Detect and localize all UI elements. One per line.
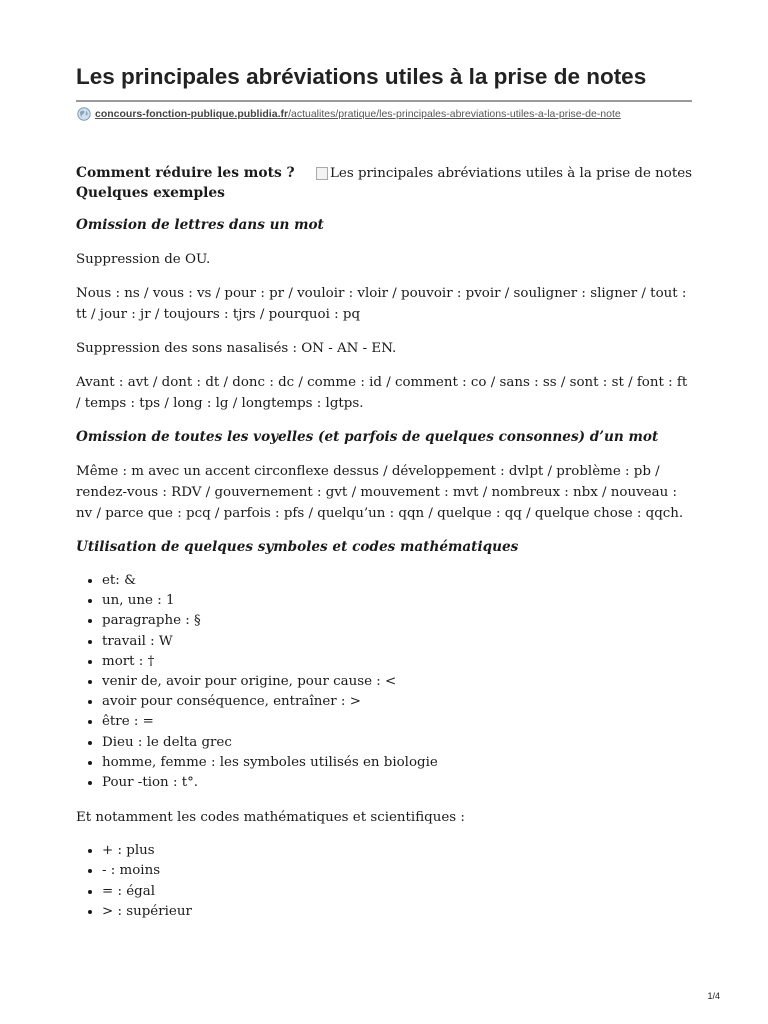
source-link[interactable]: concours-fonction-publique.publidia.fr/actualites/pratique/les-principales-abreviations-utiles-a-la-prise-de-note <box>95 108 621 120</box>
list-item: • mort : † <box>102 652 692 672</box>
page-number: 1/4 <box>707 991 720 1001</box>
intro-row <box>76 163 692 203</box>
list-item: • Pour -tion : t°. <box>102 773 692 793</box>
list-item: • travail : W <box>102 632 692 652</box>
list-item: • + : plus <box>102 841 692 861</box>
section-heading-omission-voyelles: Omission de toutes les voyelles (et parfois de quelques consonnes) d’un mot <box>76 429 659 445</box>
paragraph-suppression-ou: Suppression de OU. <box>76 252 211 267</box>
list-item: • avoir pour conséquence, entraîner : > <box>102 692 692 712</box>
title-divider <box>76 100 692 102</box>
section-heading-symboles: Utilisation de quelques symboles et codes mathématiques <box>76 539 519 555</box>
list-item: • > : supérieur <box>102 902 692 922</box>
list-item: • = : égal <box>102 882 692 902</box>
list-item: • et: & <box>102 571 692 591</box>
list-item: • paragraphe : § <box>102 611 692 631</box>
paragraph-suppression-nasales: Suppression des sons nasalisés : ON - AN - EN. <box>76 341 397 356</box>
list-item: • homme, femme : les symboles utilisés en biologie <box>102 753 692 773</box>
paragraph-codes-intro: Et notamment les codes mathématiques et scientifiques : <box>76 810 465 826</box>
codes-list <box>76 841 692 922</box>
article-body <box>76 163 692 936</box>
image-alt-text: Les principales abréviations utiles à la prise de notes <box>330 166 692 181</box>
article-image <box>316 163 692 203</box>
symbols-list <box>76 571 692 793</box>
globe-icon <box>77 107 91 121</box>
section-heading-omission-lettres: Omission de lettres dans un mot <box>76 217 324 233</box>
list-item: • être : = <box>102 712 692 732</box>
paragraph-examples-voyelles: Même : m avec un accent circonflexe dessus / développement : dvlpt / problème : pb / rendez-vous : RDV / gouvernement : gvt / mouvement : mvt / nombreux : nbx / nouveau : nv / parce que : pcq / parfois : pfs / quelqu’un : qqn / quelque : qq / quelque chose : qqch. <box>76 464 684 521</box>
intro-heading: Comment réduire les mots ? Quelques exemples <box>76 165 295 201</box>
paragraph-examples-nasales: Avant : avt / dont : dt / donc : dc / comme : id / comment : co / sans : ss / sont : st / font : ft / temps : tps / long : lg / longtemps : lgtps. <box>76 375 688 411</box>
broken-image-icon <box>316 167 328 180</box>
source-url[interactable] <box>77 107 621 121</box>
list-item: • Dieu : le delta grec <box>102 733 692 753</box>
paragraph-examples-ou: Nous : ns / vous : vs / pour : pr / vouloir : vloir / pouvoir : pvoir / souligner : sligner / tout : tt / jour : jr / toujours : tjrs / pourquoi : pq <box>76 286 687 322</box>
page-title: Les principales abréviations utiles à la prise de notes <box>76 64 647 89</box>
list-item: • - : moins <box>102 861 692 881</box>
list-item: • venir de, avoir pour origine, pour cause : < <box>102 672 692 692</box>
list-item: • un, une : 1 <box>102 591 692 611</box>
